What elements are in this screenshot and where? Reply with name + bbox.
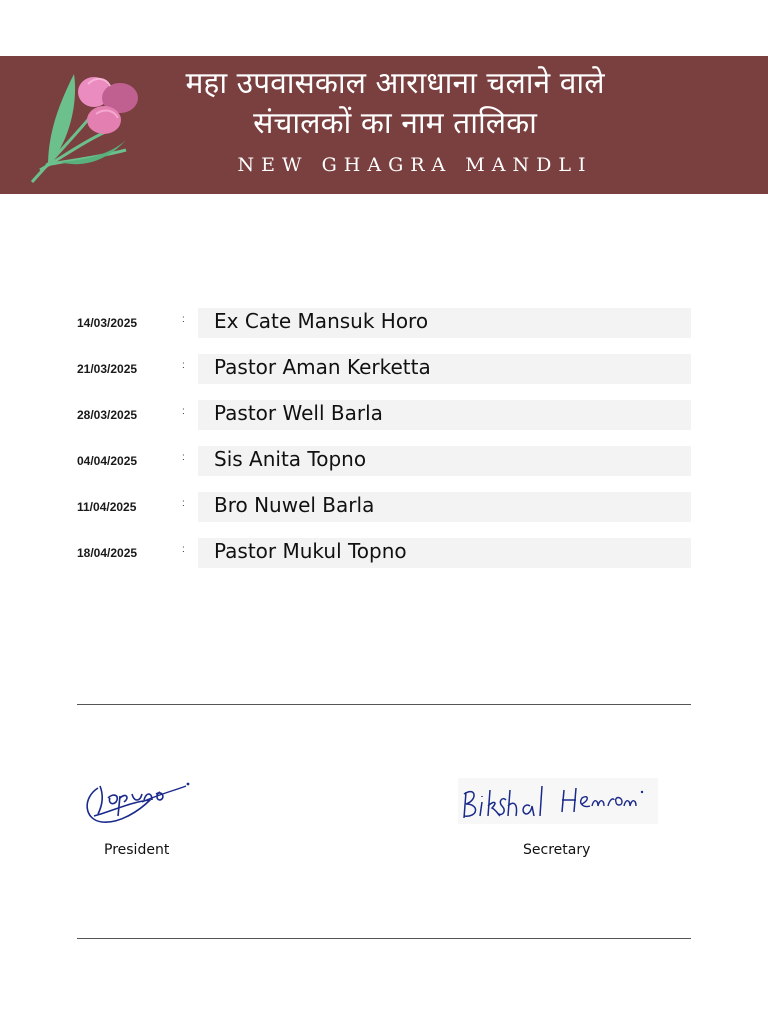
leader-name: Pastor Mukul Topno: [214, 539, 407, 563]
schedule-date: 11/04/2025: [77, 500, 137, 514]
page-title-line-1: महा उपवासकाल आराधाना चलाने वाले: [185, 66, 605, 101]
leader-name: Ex Cate Mansuk Horo: [214, 309, 429, 333]
name-field: [198, 354, 691, 384]
schedule-row: [0, 400, 768, 430]
president-signature: [80, 772, 200, 832]
schedule-row: [0, 492, 768, 522]
tulip-bouquet-icon: [26, 70, 144, 186]
leader-name: Sis Anita Topno: [214, 447, 367, 471]
schedule-row: [0, 446, 768, 476]
church-name: NEW GHAGRA MANDLI: [237, 154, 593, 176]
divider: [77, 704, 691, 705]
schedule-row: [0, 308, 768, 338]
name-field: [198, 538, 691, 568]
schedule-date: 18/04/2025: [77, 546, 138, 560]
schedule-date: 04/04/2025: [77, 454, 138, 468]
leader-name: Pastor Aman Kerketta: [214, 355, 431, 379]
separator: :: [182, 406, 185, 417]
name-field: [198, 400, 691, 430]
secretary-signature: [458, 778, 658, 824]
name-field: [198, 492, 691, 522]
schedule-row: [0, 538, 768, 568]
secretary-label: Secretary: [523, 842, 591, 858]
separator: :: [182, 452, 185, 463]
header-banner: [0, 56, 768, 194]
page-title-line-2: संचालकों का नाम तालिका: [253, 106, 537, 141]
schedule-date: 28/03/2025: [77, 408, 138, 422]
name-field: [198, 308, 691, 338]
president-label: President: [104, 842, 170, 858]
separator: :: [182, 498, 185, 509]
separator: :: [182, 314, 185, 325]
leader-name: Bro Nuwel Barla: [214, 493, 375, 517]
schedule-date: 21/03/2025: [77, 362, 138, 376]
separator: :: [182, 544, 185, 555]
leader-name: Pastor Well Barla: [214, 401, 383, 425]
schedule-date: 14/03/2025: [77, 316, 138, 330]
divider: [77, 938, 691, 939]
name-field: [198, 446, 691, 476]
separator: :: [182, 360, 185, 371]
schedule-row: [0, 354, 768, 384]
